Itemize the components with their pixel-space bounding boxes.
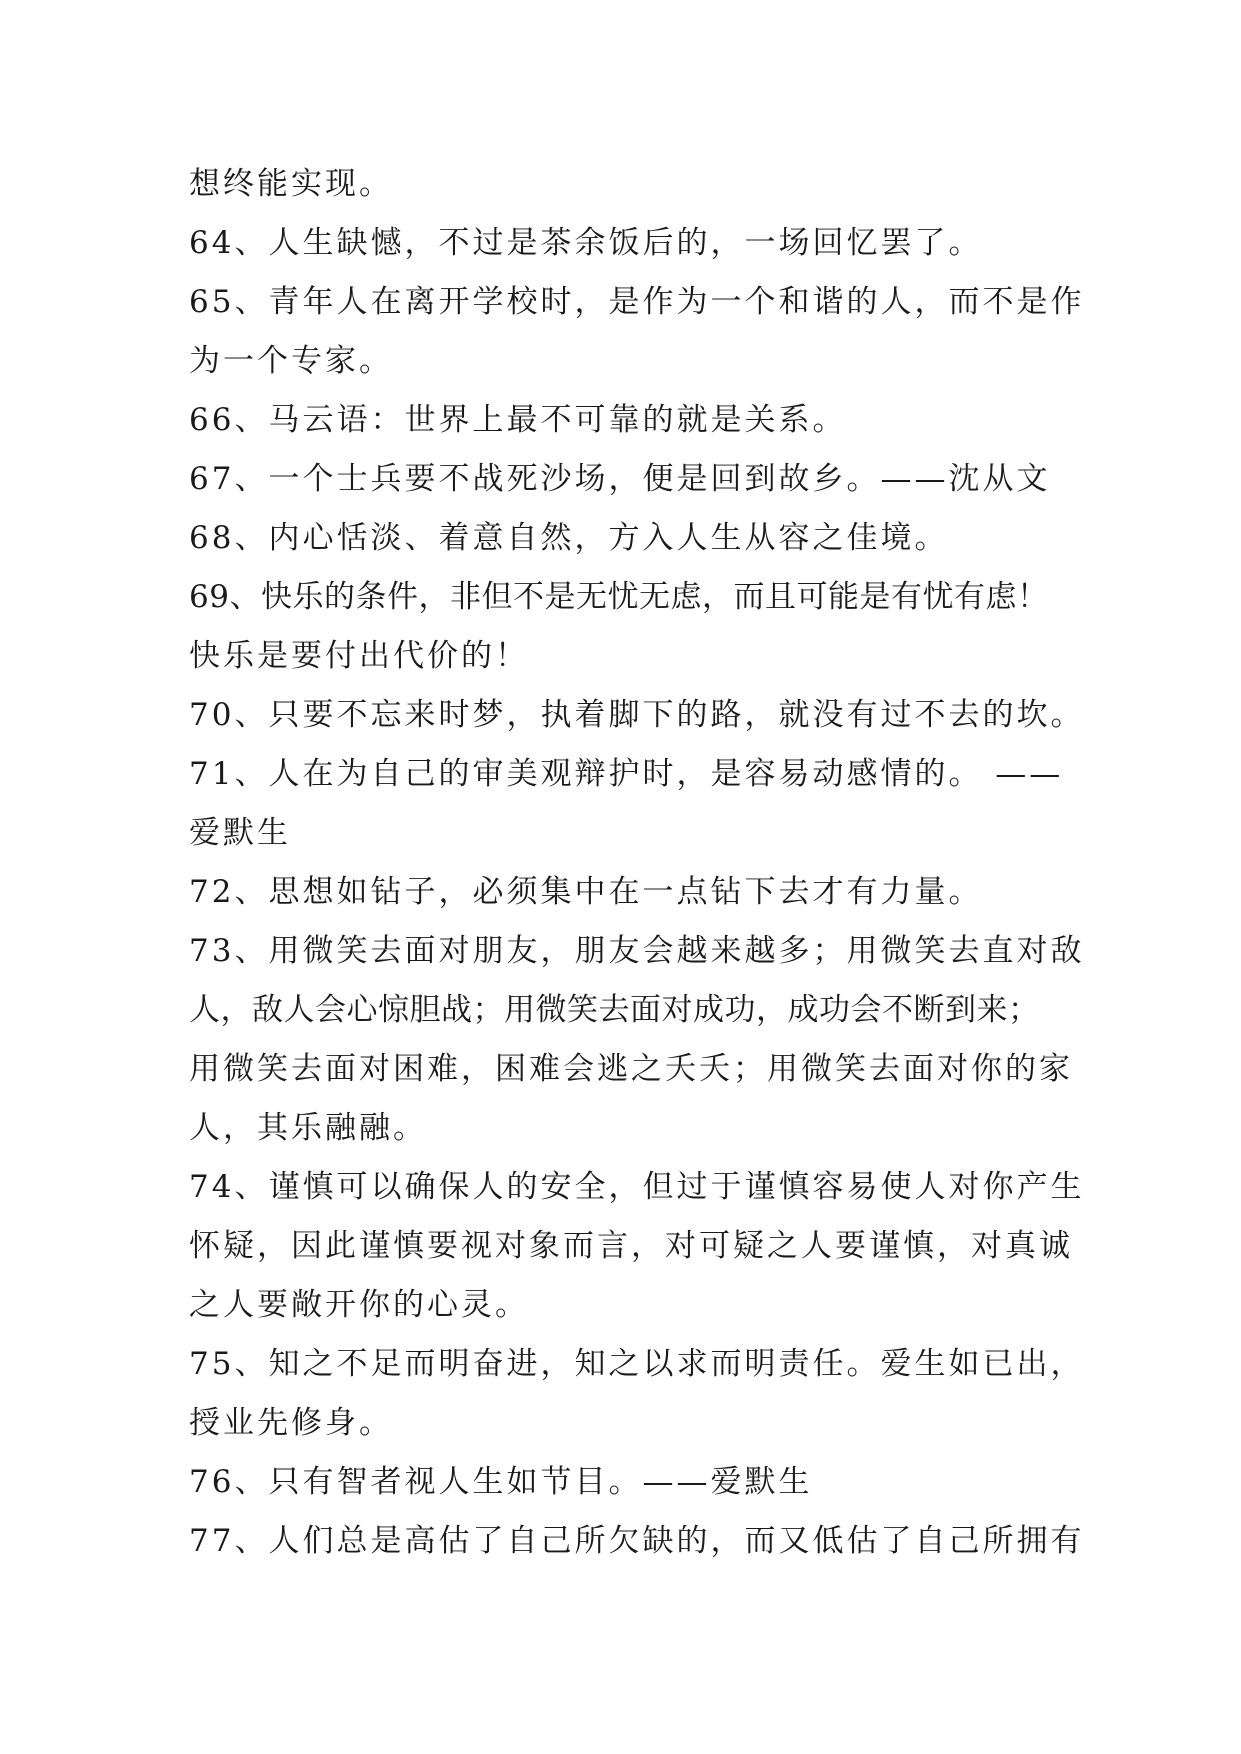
document-body [189, 155, 1085, 1571]
text-line: 快乐是要付出代价的！ [189, 638, 529, 674]
text-line: 为一个专家。 [189, 343, 393, 379]
text-line: 74、谨慎可以确保人的安全，但过于谨慎容易使人对你产生 [189, 1169, 1085, 1205]
text-line: 用微笑去面对困难，困难会逃之夭夭；用微笑去面对你的家 [189, 1051, 1073, 1087]
text-line: 爱默生 [189, 815, 291, 851]
text-line: 65、青年人在离开学校时，是作为一个和谐的人，而不是作 [189, 284, 1085, 320]
text-line: 64、人生缺憾，不过是茶余饭后的，一场回忆罢了。 [189, 225, 983, 261]
text-line: 70、只要不忘来时梦，执着脚下的路，就没有过不去的坎。 [189, 697, 1085, 733]
text-line: 69、快乐的条件，非但不是无忧无虑，而且可能是有忧有虑！ [189, 579, 1049, 615]
text-line: 67、一个士兵要不战死沙场，便是回到故乡。——沈从文 [189, 461, 1051, 497]
text-line: 76、只有智者视人生如节目。——爱默生 [189, 1464, 813, 1500]
text-line: 77、人们总是高估了自己所欠缺的，而又低估了自己所拥有 [189, 1523, 1085, 1559]
text-line: 68、内心恬淡、着意自然，方入人生从容之佳境。 [189, 520, 949, 556]
text-line: 人，敌人会心惊胆战；用微笑去面对成功，成功会不断到来； [189, 992, 1040, 1028]
text-line: 人，其乐融融。 [189, 1110, 427, 1146]
text-line: 怀疑，因此谨慎要视对象而言，对可疑之人要谨慎，对真诚 [189, 1228, 1073, 1264]
text-line: 想终能实现。 [189, 166, 393, 202]
text-line: 73、用微笑去面对朋友，朋友会越来越多；用微笑去直对敌 [189, 933, 1085, 969]
text-line: 72、思想如钻子，必须集中在一点钻下去才有力量。 [189, 874, 983, 910]
text-line: 71、人在为自己的审美观辩护时，是容易动感情的。 —— [189, 756, 1064, 792]
text-line: 之人要敞开你的心灵。 [189, 1287, 529, 1323]
text-line: 66、马云语：世界上最不可靠的就是关系。 [189, 402, 847, 438]
text-line: 75、知之不足而明奋进，知之以求而明责任。爱生如已出， [189, 1346, 1085, 1382]
text-line: 授业先修身。 [189, 1405, 393, 1441]
